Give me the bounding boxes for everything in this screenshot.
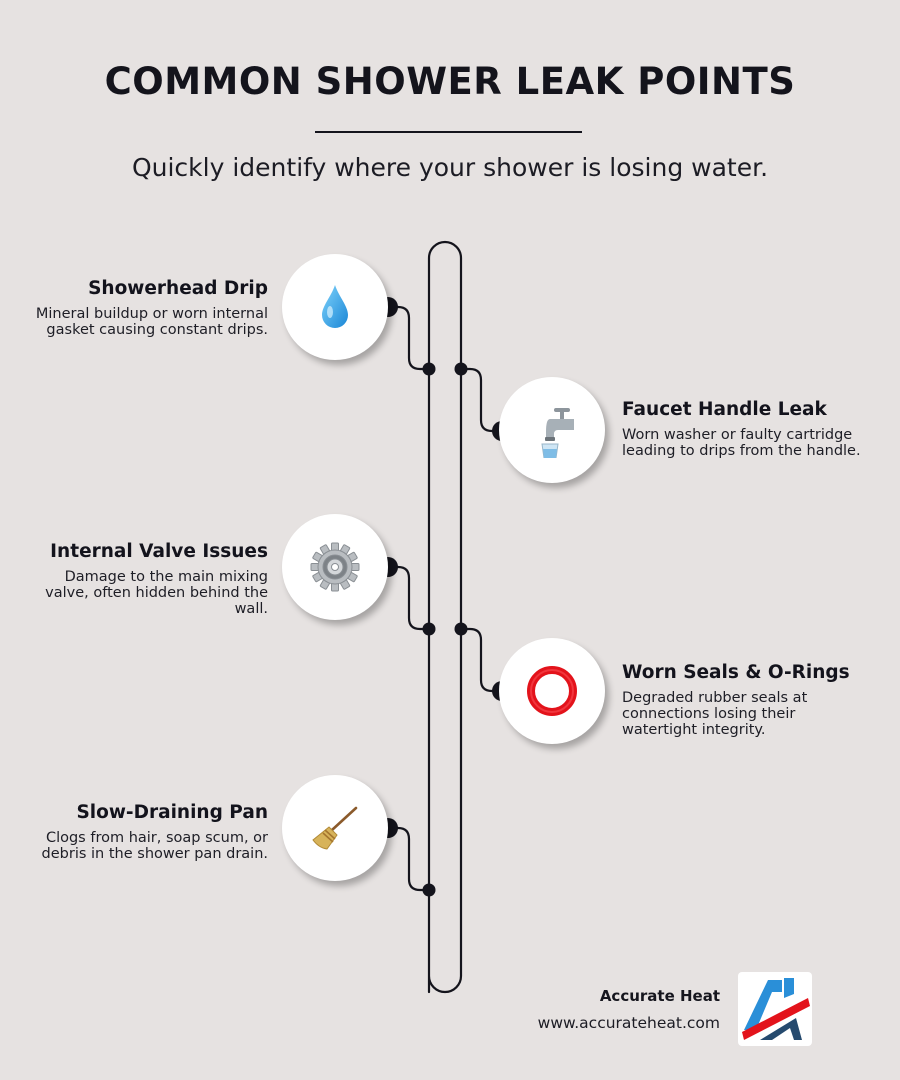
accurate-heat-logo xyxy=(738,972,812,1046)
icon-circle-faucet-handle-leak xyxy=(499,377,605,483)
water-drop-icon xyxy=(307,279,363,335)
connector-left-3 xyxy=(388,828,429,890)
leak-point-title: Internal Valve Issues xyxy=(50,541,268,562)
leak-point-showerhead-drip xyxy=(18,278,268,338)
connector-right-2 xyxy=(461,629,502,691)
logo-mark-icon xyxy=(738,972,812,1046)
leak-point-description: Clogs from hair, soap scum, or debris in the shower pan drain. xyxy=(41,830,268,862)
connector-left-1 xyxy=(388,307,429,369)
brand-name: Accurate Heat xyxy=(599,987,720,1005)
leak-point-title: Showerhead Drip xyxy=(88,278,268,299)
junction-dot xyxy=(423,623,436,636)
leak-point-description: Damage to the main mixing valve, often hidden behind the wall. xyxy=(45,569,268,617)
page-title: COMMON SHOWER LEAK POINTS xyxy=(104,60,796,103)
junction-dot xyxy=(423,363,436,376)
o-ring-icon xyxy=(524,663,580,719)
main-pipe-loop xyxy=(429,242,461,992)
leak-point-faucet-handle-leak xyxy=(622,399,872,459)
junction-dot xyxy=(423,884,436,897)
junction-dot xyxy=(455,623,468,636)
leak-point-title: Slow-Draining Pan xyxy=(76,802,268,823)
leak-point-internal-valve-issues xyxy=(18,541,268,617)
brand-block xyxy=(538,987,720,1032)
broom-icon xyxy=(307,800,363,856)
faucet-icon xyxy=(524,402,580,458)
connector-left-2 xyxy=(388,567,429,629)
page-subtitle: Quickly identify where your shower is losing water. xyxy=(131,153,769,182)
leak-point-worn-seals xyxy=(622,662,872,738)
leak-point-title: Worn Seals & O-Rings xyxy=(622,662,850,683)
leak-point-title: Faucet Handle Leak xyxy=(622,399,827,420)
icon-circle-internal-valve-issues xyxy=(282,514,388,620)
icon-circle-worn-seals xyxy=(499,638,605,744)
leak-point-slow-draining-pan xyxy=(18,802,268,862)
leak-point-description: Degraded rubber seals at connections losing their watertight integrity. xyxy=(622,690,808,738)
junction-dot xyxy=(455,363,468,376)
icon-circle-showerhead-drip xyxy=(282,254,388,360)
leak-point-description: Mineral buildup or worn internal gasket causing constant drips. xyxy=(35,306,268,338)
brand-website-link[interactable]: www.accurateheat.com xyxy=(537,1014,720,1032)
icon-circle-slow-draining-pan xyxy=(282,775,388,881)
gear-icon xyxy=(307,539,363,595)
leak-point-description: Worn washer or faulty cartridge leading to drips from the handle. xyxy=(622,427,861,459)
connector-right-1 xyxy=(461,369,502,431)
